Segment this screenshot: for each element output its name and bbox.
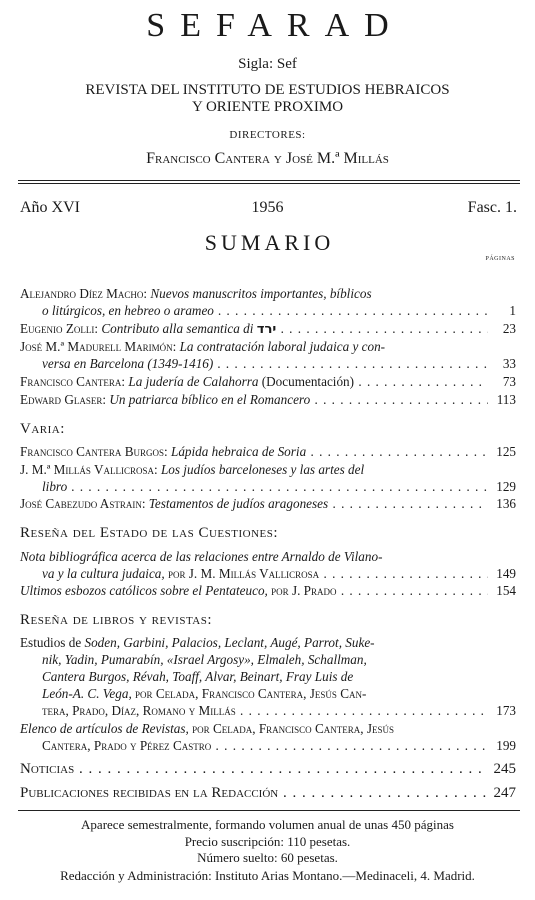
journal-sigla: Sigla: Sef [238,56,297,72]
summary-title: SUMARIO [204,230,335,255]
page-number: 33 [502,356,516,371]
toc-entry[interactable]: Edward Glaser: Un patriarca bíblico en el Romancero . . . 113 [20,391,516,408]
page-number: 247 [493,785,516,801]
toc-entry[interactable]: Eugenio Zolli: Contributo alla semantica di ירד . . . 23 [20,320,516,338]
journal-subtitle-line1: REVISTA DEL INSTITUTO DE ESTUDIOS HEBRAICOS [85,82,450,98]
toc-entry[interactable]: Nota bibliográfica acerca de las relaciones entre Arnaldo de Vilano- va y la cultura judaica, por J. M. Millás Vallicrosa . . . 149 [20,548,516,582]
pages-column-label: páginas [485,252,515,262]
issue-year: 1956 [251,199,284,216]
page-number: 245 [493,761,516,777]
toc-entry-noticias[interactable]: Noticias . . . 245 [20,760,516,778]
hebrew-word: ירד [256,322,277,337]
page-number: 113 [496,392,516,407]
toc-entry[interactable]: Francisco Cantera: La judería de Calahorra (Documentación) . . . 73 [20,373,516,390]
toc-entry[interactable]: José Cabezudo Astrain: Testamentos de judíos aragoneses . . . 136 [20,495,516,512]
header-rule-top [18,180,520,181]
section-heading-varia: Varia: [20,421,65,437]
toc-entry[interactable]: José M.ª Madurell Marimón: La contratación laboral judaica y con- versa en Barcelona (1349-1416) . . . 33 [20,338,516,372]
section-heading-libros: Reseña de libros y revistas: [20,612,213,628]
page-number: 125 [496,444,516,459]
toc-entry[interactable]: Estudios de Soden, Garbini, Palacios, Leclant, Augé, Parrot, Suke- nik, Yadin, Pumarabín, «Israel Argosy», Elmaleh, Schallman, Cantera Burgos, Révah, Toaff, Alvar, Beinart, Fray Luis de León-A. C. Vega, por Celada, Francisco Cantera, Jesús Can- tera, Prado, Díaz, Romano y Millás . . . 173 [20,634,516,719]
toc-entry[interactable]: Alejandro Díez Macho: Nuevos manuscritos importantes, bíblicos o litúrgicos, en hebreo o arameo . . . 1 [20,285,516,319]
page-number: 154 [496,583,516,598]
page-number: 23 [502,321,516,336]
section-heading-estado: Reseña del Estado de las Cuestiones: [20,525,279,541]
journal-title: SEFARAD [146,7,404,44]
page-number: 149 [496,566,516,581]
page-number: 73 [502,374,516,389]
issue-fascicle: Fasc. 1. [467,199,517,216]
header-rule-bottom [18,183,520,184]
page-number: 129 [496,479,516,494]
footer-publication-info: Aparece semestralmente, formando volumen anual de unas 450 páginas [81,817,454,832]
footer-subscription-price: Precio suscripción: 110 pesetas. [184,834,351,849]
toc-entry[interactable]: Elenco de artículos de Revistas, por Celada, Francisco Cantera, Jesús Cantera, Prado y Pérez Castro . . . 199 [20,720,516,754]
toc-entry[interactable]: Ultimos esbozos católicos sobre el Pentateuco, por J. Prado . . . 154 [20,582,516,599]
page-number: 173 [496,703,516,718]
page-number: 199 [496,738,516,753]
footer-single-price: Número suelto: 60 pesetas. [197,850,338,865]
directors-label: DIRECTORES: [229,129,306,141]
footer-address: Redacción y Administración: Instituto Arias Montano.—Medinaceli, 4. Madrid. [60,868,475,883]
toc-entry[interactable]: J. M.ª Millás Vallicrosa: Los judíos barceloneses y las artes del libro . . . 129 [20,461,516,495]
page-number: 136 [496,496,516,511]
page-number: 1 [509,303,516,318]
journal-subtitle-line2: Y ORIENTE PROXIMO [191,99,344,115]
issue-year-volume: Año XVI [20,199,80,216]
toc-entry-publicaciones[interactable]: Publicaciones recibidas en la Redacción . . . 247 [20,784,516,802]
footer-rule [18,810,520,811]
toc-entry[interactable]: Francisco Cantera Burgos: Lápida hebraica de Soria . . . 125 [20,443,516,460]
directors-names: Francisco Cantera y José M.ª Millás [146,150,389,167]
